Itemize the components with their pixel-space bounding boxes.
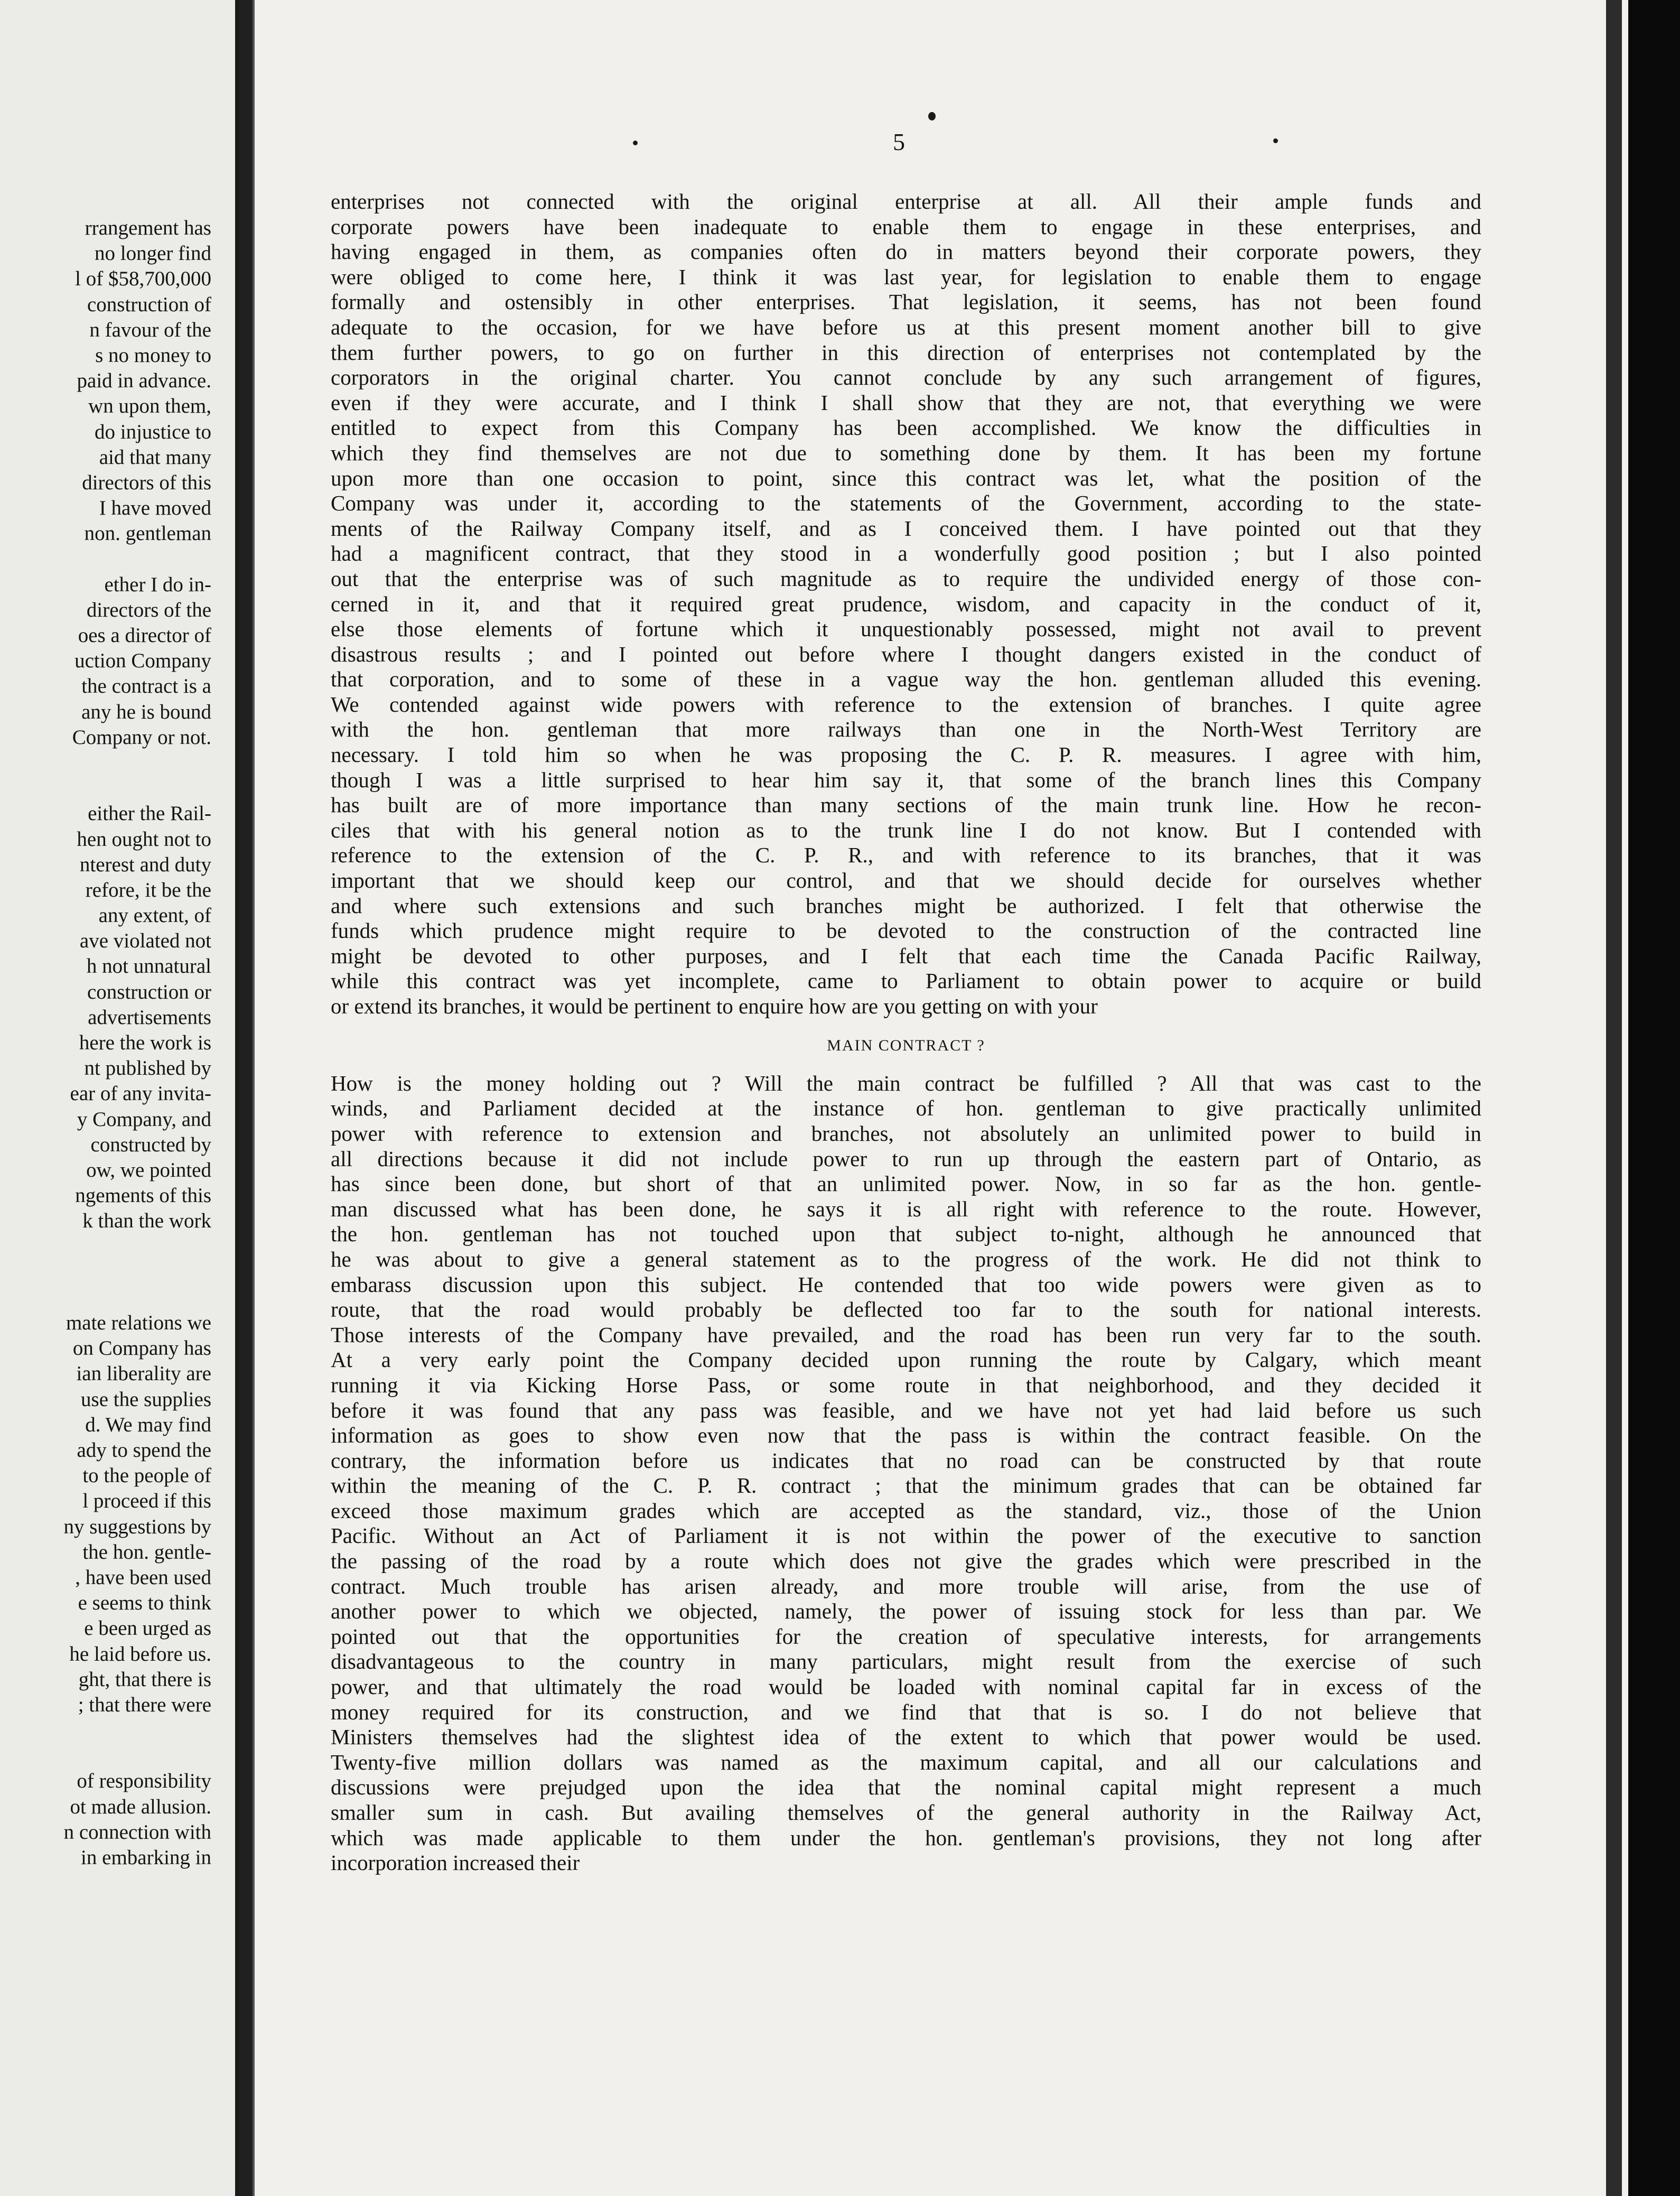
text-line: money required for its construction, and we find that that is so. I do not believe that (331, 1699, 1481, 1724)
text-line: s no money to (95, 343, 211, 367)
paragraph-1 (331, 189, 1481, 1019)
text-line: n favour of the (89, 318, 211, 341)
text-line: while this contract was yet incomplete, came to Parliament to obtain power to acquire or build (331, 969, 1481, 993)
text-line: paid in advance. (77, 369, 211, 393)
scan-speck (928, 112, 936, 120)
text-line: either the Rail- (88, 802, 211, 825)
text-line: aid that many (99, 445, 211, 469)
text-line: which was made applicable to them under the hon. gentleman's provisions, they not long after (331, 1825, 1481, 1850)
text-line: enterprises not connected with the original enterprise at all. All their ample funds and (331, 189, 1481, 213)
text-line: mate relations we (66, 1311, 211, 1335)
text-line: information as goes to show even now that the pass is within the contract feasible. On the (331, 1423, 1481, 1448)
text-line: has built are of more importance than many sections of the main trunk line. How he recon- (331, 793, 1481, 817)
text-line: the passing of the road by a route which does not give the grades which were prescribed in the (331, 1549, 1481, 1574)
text-line: pointed out that the opportunities for the creation of speculative interests, for arrangements (331, 1624, 1481, 1649)
text-line: exceed those maximum grades which are accepted as the standard, viz., those of the Union (331, 1498, 1481, 1523)
scan-speck (1273, 138, 1278, 143)
text-line: were obliged to come here, I think it was last year, for legislation to enable them to engage (331, 264, 1481, 289)
text-line: he laid before us. (69, 1642, 211, 1665)
text-line: How is the money holding out ? Will the main contract be fulfilled ? All that was cast to the (331, 1071, 1481, 1095)
previous-page-text (0, 216, 211, 1871)
text-line: directors of the (86, 598, 211, 621)
text-line: d. We may find (85, 1413, 211, 1436)
text-line: corporators in the original charter. You cannot conclude by any such arrangement of figures, (331, 365, 1481, 390)
text-line: ments of the Railway Company itself, and as I conceived them. I have pointed out that they (331, 516, 1481, 541)
text-line: the hon. gentleman has not touched upon that subject to-night, although he announced that (331, 1222, 1481, 1246)
text-line: At a very early point the Company decided upon running the route by Calgary, which meant (331, 1347, 1481, 1372)
text-line: ave violated not (79, 929, 211, 953)
text-line: use the supplies (81, 1388, 211, 1411)
text-line: else those elements of fortune which it unquestionably possessed, might not avail to prevent (331, 617, 1481, 641)
text-line: that corporation, and to some of these in a vague way the hon. gentleman alluded this evening. (331, 667, 1481, 692)
text-line: ny suggestions by (63, 1515, 211, 1538)
text-line: corporate powers have been inadequate to enable them to engage in these enterprises, and (331, 214, 1481, 239)
text-line: disadvantageous to the country in many particulars, might result from the exercise of such (331, 1649, 1481, 1674)
text-line: them further powers, to go on further in this direction of enterprises not contemplated by the (331, 340, 1481, 365)
text-line: power with reference to extension and branches, not absolutely an unlimited power to build in (331, 1121, 1481, 1146)
text-line: k than the work (82, 1209, 211, 1233)
text-line: in embarking in (81, 1846, 211, 1869)
text-line (0, 1234, 211, 1260)
text-line: ear of any invita- (70, 1082, 211, 1105)
text-line: Those interests of the Company have prevailed, and the road has been run very far to the south. (331, 1322, 1481, 1347)
text-line (0, 1718, 211, 1743)
text-line: has since been done, but short of that an unlimited power. Now, in so far as the hon. gentle- (331, 1171, 1481, 1196)
scan-border (1628, 0, 1680, 2196)
text-line: disastrous results ; and I pointed out before where I thought dangers existed in the conduct of (331, 641, 1481, 666)
text-line: had a magnificent contract, that they stood in a wonderfully good position ; but I also pointed (331, 541, 1481, 566)
text-line: here the work is (79, 1031, 211, 1054)
text-line: or extend its branches, it would be pertinent to enquire how are you getting on with your (331, 994, 1098, 1018)
text-line: advertisements (88, 1006, 211, 1029)
text-line: though I was a little surprised to hear him say it, that some of the branch lines this Company (331, 767, 1481, 792)
page-number: 5 (893, 128, 905, 155)
text-line: e been urged as (84, 1617, 211, 1640)
text-line: even if they were accurate, and I think I shall show that they are not, that everything we were (331, 390, 1481, 415)
text-line: rrangement has (85, 217, 211, 239)
text-line: out that the enterprise was of such magnitude as to require the undivided energy of those con- (331, 566, 1481, 591)
text-line: any extent, of (98, 904, 211, 927)
text-line: construction of (87, 293, 211, 316)
text-line: Company or not. (72, 725, 211, 749)
text-line: nterest and duty (79, 853, 211, 876)
text-line: winds, and Parliament decided at the instance of hon. gentleman to give practically unlimited (331, 1096, 1481, 1121)
text-line: ow, we pointed (86, 1158, 211, 1181)
text-line: Ministers themselves had the slightest idea of the extent to which that power would be used. (331, 1725, 1481, 1750)
section-heading: MAIN CONTRACT ? (827, 1036, 985, 1054)
text-line: might be devoted to other purposes, and I felt that each time the Canada Pacific Railway, (331, 943, 1481, 968)
text-line: with the hon. gentleman that more railways than one in the North-West Territory are (331, 717, 1481, 742)
page-edge-shadow (1606, 0, 1622, 2196)
text-line: embarass discussion upon this subject. He contended that too wide powers were given as to (331, 1272, 1481, 1297)
text-line (0, 1260, 211, 1285)
text-line: funds which prudence might require to be devoted to the construction of the contracted line (331, 918, 1481, 943)
text-line: We contended against wide powers with reference to the extension of branches. I quite agree (331, 692, 1481, 717)
text-line: necessary. I told him so when he was proposing the C. P. R. measures. I agree with him, (331, 742, 1481, 767)
text-line: route, that the road would probably be deflected too far to the south for national interests. (331, 1297, 1481, 1322)
text-line: having engaged in them, as companies often do in matters beyond their corporate powers, they (331, 239, 1481, 264)
text-line: within the meaning of the C. P. R. contract ; that the minimum grades that can be obtained far (331, 1473, 1481, 1498)
paragraph-2-section (331, 1019, 1481, 1876)
text-line (0, 750, 211, 776)
paragraph-2 (331, 1071, 1481, 1876)
text-line: contract. Much trouble has arisen already, and more trouble will arise, from the use of (331, 1574, 1481, 1598)
text-line: n connection with (63, 1820, 211, 1844)
text-line: wn upon them, (88, 395, 211, 418)
text-line: he was about to give a general statement as to the progress of the work. He did not think to (331, 1246, 1481, 1271)
text-line (0, 1743, 211, 1769)
text-line: constructed by (90, 1133, 211, 1156)
text-line: Company was under it, according to the statements of the Government, according to the state- (331, 491, 1481, 516)
text-line: of responsibility (77, 1770, 211, 1793)
text-line: ngements of this (75, 1184, 211, 1207)
text-line: e seems to think (78, 1592, 211, 1615)
text-line: , have been used (75, 1566, 211, 1589)
text-line: uction Company (74, 649, 211, 673)
text-line: incorporation increased their (331, 1850, 580, 1875)
text-line: all directions because it did not include power to run up through the eastern part of Ontario, as (331, 1146, 1481, 1171)
text-line: ian liberality are (76, 1362, 211, 1385)
text-line: nt published by (84, 1057, 211, 1080)
text-line: ot made allusion. (70, 1795, 211, 1818)
text-line: no longer find (95, 242, 211, 265)
text-line: l of $58,700,000 (75, 267, 211, 291)
text-line: smaller sum in cash. But availing themselves of the general authority in the Railway Act, (331, 1800, 1481, 1825)
text-line: contrary, the information before us indicates that no road can be constructed by that route (331, 1448, 1481, 1473)
text-line: ; that there were (78, 1693, 211, 1716)
text-line: which they find themselves are not due to something done by them. It has been my fortune (331, 440, 1481, 465)
text-line: another power to which we objected, namely, the power of issuing stock for less than par. We (331, 1599, 1481, 1624)
text-line: oes a director of (78, 624, 211, 647)
text-line: the hon. gentle- (82, 1540, 211, 1564)
text-line: adequate to the occasion, for we have before us at this present moment another bill to give (331, 314, 1481, 339)
text-line: h not unnatural (86, 955, 211, 978)
text-line: before it was found that any pass was feasible, and we have not yet had laid before us such (331, 1398, 1481, 1422)
text-line: entitled to expect from this Company has been accomplished. We know the difficulties in (331, 415, 1481, 440)
text-line: cerned in it, and that it required great prudence, wisdom, and capacity in the conduct of it, (331, 591, 1481, 616)
text-line: upon more than one occasion to point, since this contract was let, what the position of the (331, 466, 1481, 490)
text-line: Pacific. Without an Act of Parliament it is not within the power of the executive to sanction (331, 1523, 1481, 1548)
text-line: reference to the extension of the C. P. R., and with reference to its branches, that it was (331, 843, 1481, 868)
text-line: Twenty-five million dollars was named as the maximum capital, and all our calculations and (331, 1750, 1481, 1774)
text-line: do injustice to (95, 420, 211, 443)
text-line: the contract is a (81, 675, 211, 698)
text-line: ady to spend the (77, 1439, 211, 1462)
text-line: running it via Kicking Horse Pass, or some route in that neighborhood, and they decided it (331, 1372, 1481, 1397)
text-line: ether I do in- (104, 573, 211, 596)
text-line: non. gentleman (84, 522, 211, 545)
text-line: discussions were prejudged upon the idea that the nominal capital might represent a much (331, 1775, 1481, 1800)
text-line: I have moved (99, 497, 211, 520)
text-line (0, 1285, 211, 1310)
text-line: formally and ostensibly in other enterprises. That legislation, it seems, has not been found (331, 290, 1481, 314)
text-line: and where such extensions and such branches might be authorized. I felt that otherwise the (331, 893, 1481, 918)
text-line: hen ought not to (77, 827, 211, 851)
text-line: ciles that with his general notion as to the trunk line I do not know. But I contended with (331, 817, 1481, 842)
text-line: any he is bound (81, 700, 211, 723)
text-line: power, and that ultimately the road would be loaded with nominal capital far in excess of the (331, 1674, 1481, 1699)
previous-page-fragment (0, 0, 239, 2196)
text-line: y Company, and (77, 1108, 211, 1131)
text-line: on Company has (72, 1337, 211, 1360)
scan-speck (633, 141, 638, 145)
text-line: construction or (87, 980, 211, 1003)
text-line (0, 546, 211, 572)
text-line: directors of this (82, 471, 211, 494)
text-line: refore, it be the (85, 878, 211, 901)
text-line: to the people of (82, 1464, 211, 1487)
text-line (0, 776, 211, 801)
text-line: man discussed what has been done, he says it is all right with reference to the route. However, (331, 1196, 1481, 1221)
text-line: important that we should keep our control, and that we should decide for ourselves whether (331, 868, 1481, 893)
text-line: l proceed if this (82, 1490, 211, 1513)
text-line: ght, that there is (78, 1668, 211, 1691)
